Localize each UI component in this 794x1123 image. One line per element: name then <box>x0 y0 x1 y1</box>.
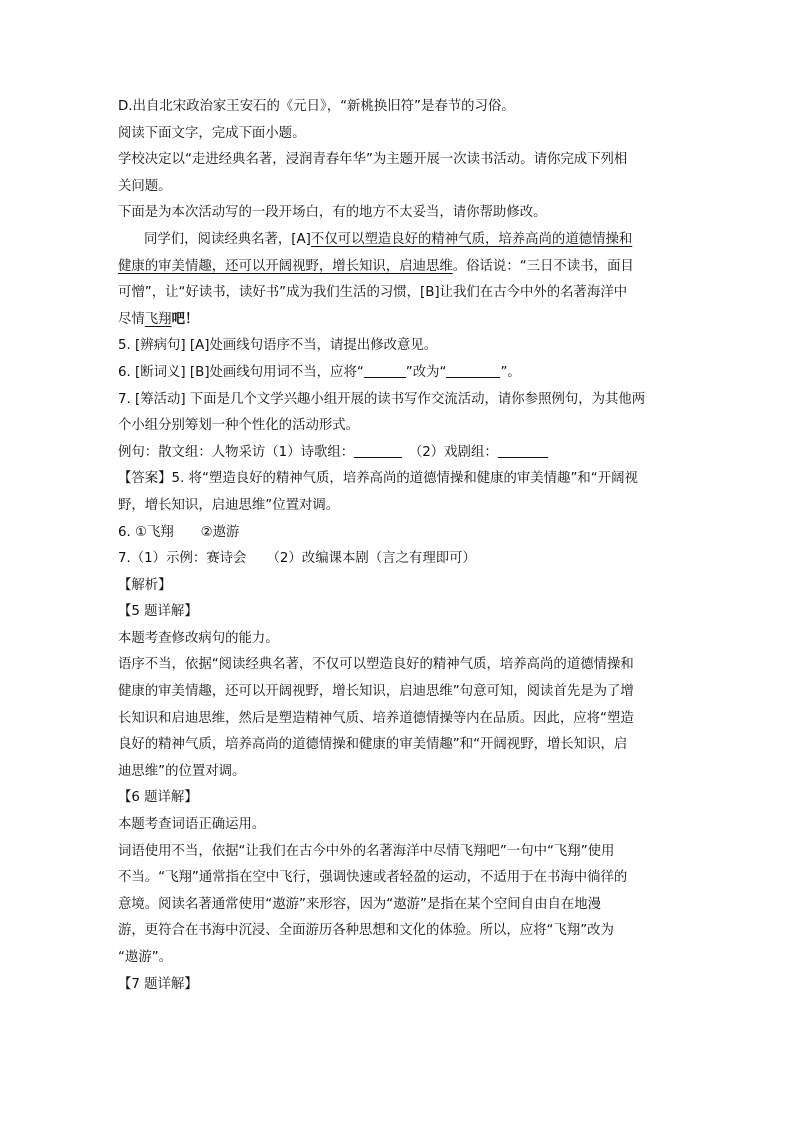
instruction-line: 阅读下面文字，完成下面小题。 <box>118 125 306 141</box>
question-text: 6. [断词义] [B]处画线句用词不当，应将“ <box>118 364 364 380</box>
detail-6-line-5: 游，更符合在书海中沉浸、全面游历各种思想和文化的体验。所以，应将“飞翔”改为 <box>118 923 614 939</box>
detail-6-line-1: 本题考查词语正确运用。 <box>118 817 266 833</box>
answer-line-1: 【答案】5. 将“塑造良好的精神气质，培养高尚的道德情操和健康的审美情趣”和“开阔视 <box>118 471 638 487</box>
answer-line-4: 7.（1）示例：赛诗会 （2）改编课本剧（言之有理即可） <box>118 551 476 567</box>
passage-line-4 <box>118 307 678 334</box>
answer-blank-poetry[interactable] <box>354 443 402 458</box>
detail-5-line-5: 良好的精神气质，培养高尚的道德情操和健康的审美情趣”和“开阔视野，增长知识，启 <box>118 737 628 753</box>
detail-5-heading: 【5 题详解】 <box>118 604 198 620</box>
option-d-line: D.出自北宋政治家王安石的《元日》，“新桃换旧符”是春节的习俗。 <box>118 99 515 114</box>
answer-blank-drama[interactable] <box>498 443 548 458</box>
detail-5-line-2: 语序不当，依据“阅读经典名著，不仅可以塑造良好的精神气质，培养高尚的道德情操和 <box>118 657 634 673</box>
question-text: ”改为“ <box>405 364 447 380</box>
detail-5-line-4: 长知识和启迪思维，然后是塑造精神气质、培养道德情操等内在品质。因此，应将“塑造 <box>118 710 634 726</box>
analysis-heading: 【解析】 <box>118 577 172 593</box>
answer-line-3: 6. ①飞翔 ②遨游 <box>118 524 240 540</box>
underlined-word-b: 飞翔 <box>144 311 172 327</box>
question-7: 7. [筹活动] 下面是几个文学兴趣小组开展的读书写作交流活动，请你参照例句，为其他两 <box>118 391 646 407</box>
detail-7-heading: 【7 题详解】 <box>118 976 198 992</box>
passage-text: 同学们，阅读经典名著，[A] <box>144 231 311 247</box>
detail-6-line-3: 不当。“飞翔”通常指在空中飞行，强调快速或者轻盈的运动，不适用于在书海中徜徉的 <box>118 870 628 886</box>
answer-blank-2[interactable] <box>446 363 500 378</box>
detail-6-line-6: “遨游”。 <box>118 950 173 965</box>
prompt-line: 下面是为本次活动写的一段开场白，有的地方不太妥当，请你帮助修改。 <box>118 205 547 221</box>
question-5: 5. [辨病句] [A]处画线句语序不当，请提出修改意见。 <box>118 338 438 354</box>
detail-6-heading: 【6 题详解】 <box>118 790 198 806</box>
detail-6-line-4: 意境。阅读名著通常使用“遨游”来形容，因为“遨游”是指在某个空间自由自在地漫 <box>118 896 602 912</box>
passage-line-1 <box>118 227 678 254</box>
example-line <box>118 440 678 467</box>
underlined-sentence-a: 不仅可以塑造良好的精神气质，培养高尚的道德情操和 <box>310 231 633 247</box>
document-page <box>118 94 678 998</box>
detail-6-line-2: 词语使用不当，依据“让我们在古今中外的名著海洋中尽情飞翔吧”一句中“飞翔”使用 <box>118 843 615 859</box>
question-7-cont: 个小组分别筹划一种个性化的活动形式。 <box>118 418 360 434</box>
detail-5-line-6: 迪思维”的位置对调。 <box>118 763 246 779</box>
answer-line-2: 野，增长知识，启迪思维”位置对调。 <box>118 497 340 513</box>
example-text: （2）戏剧组： <box>415 444 498 460</box>
answer-blank-1[interactable] <box>364 363 406 378</box>
example-text: 例句：散文组：人物采访（1）诗歌组： <box>118 444 355 460</box>
detail-5-line-1: 本题考查修改病句的能力。 <box>118 630 279 646</box>
passage-line-3: 可憎”，让“好读书，读好书”成为我们生活的习惯，[B]让我们在古今中外的名著海洋中 <box>118 285 628 301</box>
passage-text: 吧！ <box>171 311 199 327</box>
question-text: ”。 <box>500 364 521 380</box>
detail-5-line-3: 健康的审美情趣，还可以开阔视野，增长知识，启迪思维”句意可知，阅读首先是为了增 <box>118 684 634 700</box>
underlined-sentence-a-cont: 健康的审美情趣，还可以开阔视野，增长知识，启迪思维 <box>118 258 453 274</box>
question-6 <box>118 360 678 387</box>
intro-line-1: 学校决定以“走进经典名著，浸润青春年华”为主题开展一次读书活动。请你完成下列相 <box>118 152 628 168</box>
passage-text: 。俗话说：“三日不读书，面目 <box>452 258 634 274</box>
passage-line-2 <box>118 254 678 281</box>
intro-line-2: 关问题。 <box>118 178 172 194</box>
passage-text: 尽情 <box>118 311 145 327</box>
